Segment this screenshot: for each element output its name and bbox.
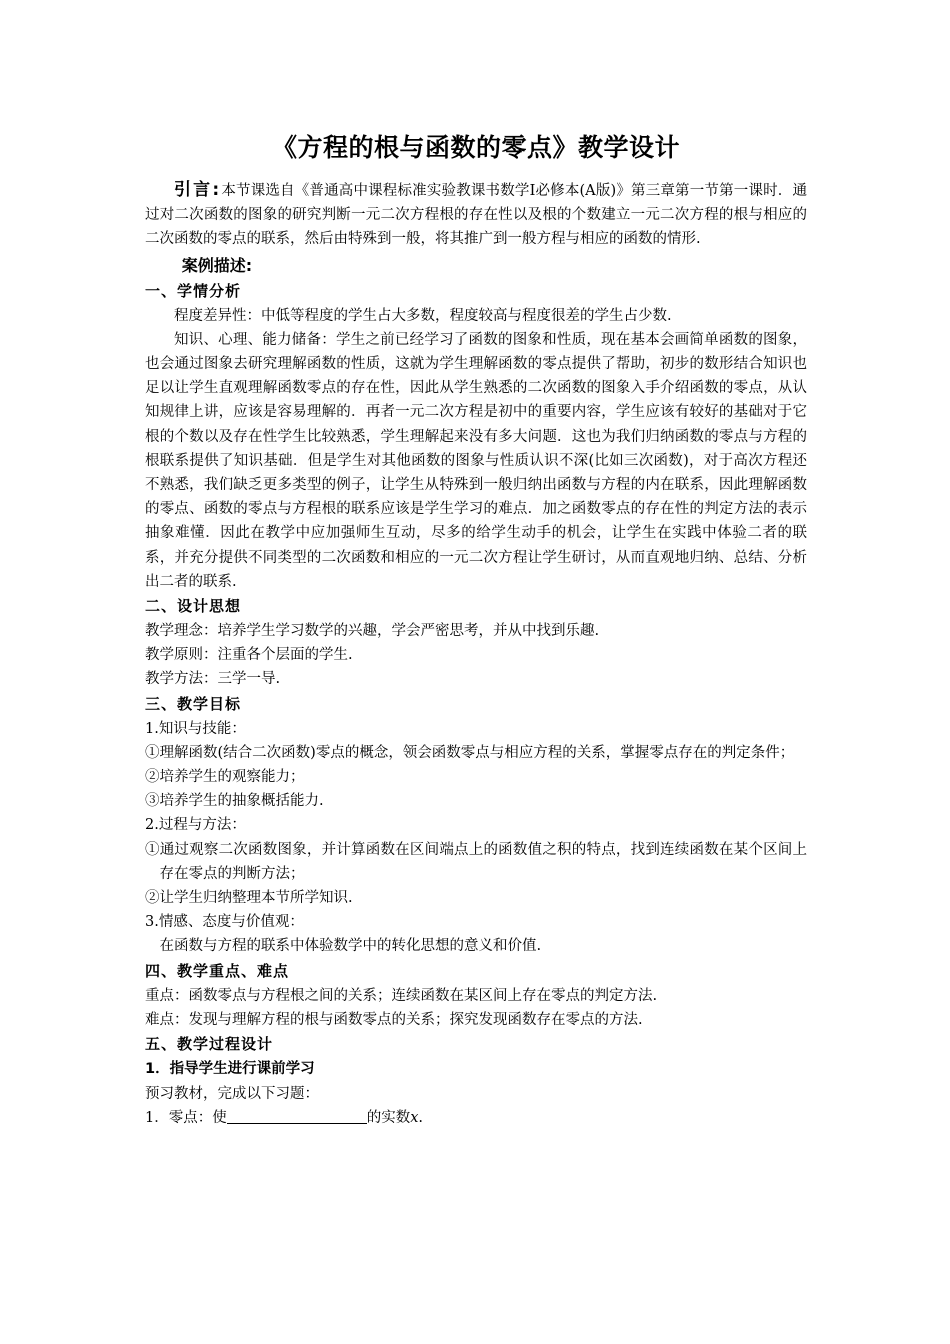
- section1-heading: 一、学情分析: [145, 281, 242, 300]
- exercise-1: [145, 1106, 807, 1130]
- goal1-item: ③培养学生的抽象概括能力.: [145, 793, 324, 810]
- exercise-1-suffix: 的实数: [366, 1110, 411, 1127]
- preview-instruction: 预习教材，完成以下习题：: [145, 1086, 319, 1103]
- intro-paragraph: [145, 178, 807, 252]
- intro-label: 引言:: [174, 180, 222, 200]
- section2-item: 教学原则：注重各个层面的学生.: [145, 647, 353, 664]
- section2-heading: 二、设计思想: [145, 597, 242, 616]
- page-title: 《方程的根与函数的零点》教学设计: [271, 133, 680, 162]
- section5-sub1: 1．指导学生进行课前学习: [145, 1061, 315, 1078]
- goal2-item: ②让学生归纳整理本节所学知识.: [145, 890, 353, 907]
- goal1-item: ①理解函数(结合二次函数)零点的概念，领会函数零点与相应方程的关系，掌握零点存在的判定条件；: [145, 744, 795, 761]
- variable-x: x: [410, 1110, 419, 1127]
- case-title: 案例描述:: [181, 255, 253, 275]
- section4-heading: 四、教学重点、难点: [145, 961, 290, 980]
- goal1-item: ②培养学生的观察能力；: [145, 769, 305, 786]
- goal2-item: ①通过观察二次函数图象，并计算函数在区间端点上的函数值之积的特点，找到连续函数在某个区间上存在零点的判断方法；: [145, 841, 807, 882]
- exercise-1-end: .: [418, 1110, 424, 1127]
- difficult-point: 难点：发现与理解方程的根与函数零点的关系；探究发现函数存在零点的方法.: [145, 1011, 643, 1028]
- fill-blank: [227, 1108, 367, 1124]
- section1-p1: 程度差异性：中低等程度的学生占大多数，程度较高与程度很差的学生占少数.: [174, 307, 672, 324]
- document-body: [145, 128, 807, 1131]
- key-point: 重点：函数零点与方程根之间的关系；连续函数在某区间上存在零点的判定方法.: [145, 987, 658, 1004]
- section1-p2: 知识、心理、能力储备：学生之前已经学习了函数的图象和性质，现在基本会画简单函数的图象，也会通过图象去研究理解函数的性质，这就为学生理解函数的零点提供了帮助，初步的数形结合知识也足以让学生直观理解函数零点的存在性，因此从学生熟悉的二次函数的图象入手介绍函数的零点，从认知规律上讲，应该是容易理解的．再者一元二次方程是初中的重要内容，学生应该有较好的基础对于它根的个数以及存在性学生比较熟悉，学生理解起来没有多大问题．这也为我们归纳函数的零点与方程的根联系提供了知识基础．但是学生对其他函数的图象与性质认识不深(比如三次函数)，对于高次方程还不熟悉，我们缺乏更多类型的例子，让学生从特殊到一般归纳出函数与方程的内在联系，因此理解函数的零点、函数的零点与方程根的联系应该是学生学习的难点．加之函数零点的存在性的判定方法的表示抽象难懂．因此在教学中应加强师生互动，尽多的给学生动手的机会，让学生在实践中体验二者的联系，并充分提供不同类型的二次函数和相应的一元二次方程让学生研讨，从而直观地归纳、总结、分析出二者的联系.: [145, 331, 807, 590]
- exercise-1-prefix: 1．零点：使: [145, 1110, 227, 1127]
- section2-item: 教学方法：三学一导.: [145, 671, 281, 688]
- section3-heading: 三、教学目标: [145, 694, 242, 713]
- intro-text: 本节课选自《普通高中课程标准实验教课书数学Ⅰ必修本(A版)》第三章第一节第一课时．通过对二次函数的图象的研究判断一元二次方程根的存在性以及根的个数建立一元二次方程的根与相应的二次函数的零点的联系，然后由特殊到一般，将其推广到一般方程与相应的函数的情形.: [145, 183, 807, 248]
- section5-heading: 五、教学过程设计: [145, 1035, 274, 1054]
- goal2-title: 2.过程与方法：: [145, 817, 246, 834]
- goal1-title: 1.知识与技能：: [145, 720, 246, 737]
- goal3-text: 在函数与方程的联系中体验数学中的转化思想的意义和价值.: [159, 938, 542, 955]
- section2-item: 教学理念：培养学生学习数学的兴趣，学会严密思考，并从中找到乐趣.: [145, 623, 600, 640]
- goal3-title: 3.情感、态度与价值观：: [145, 914, 304, 931]
